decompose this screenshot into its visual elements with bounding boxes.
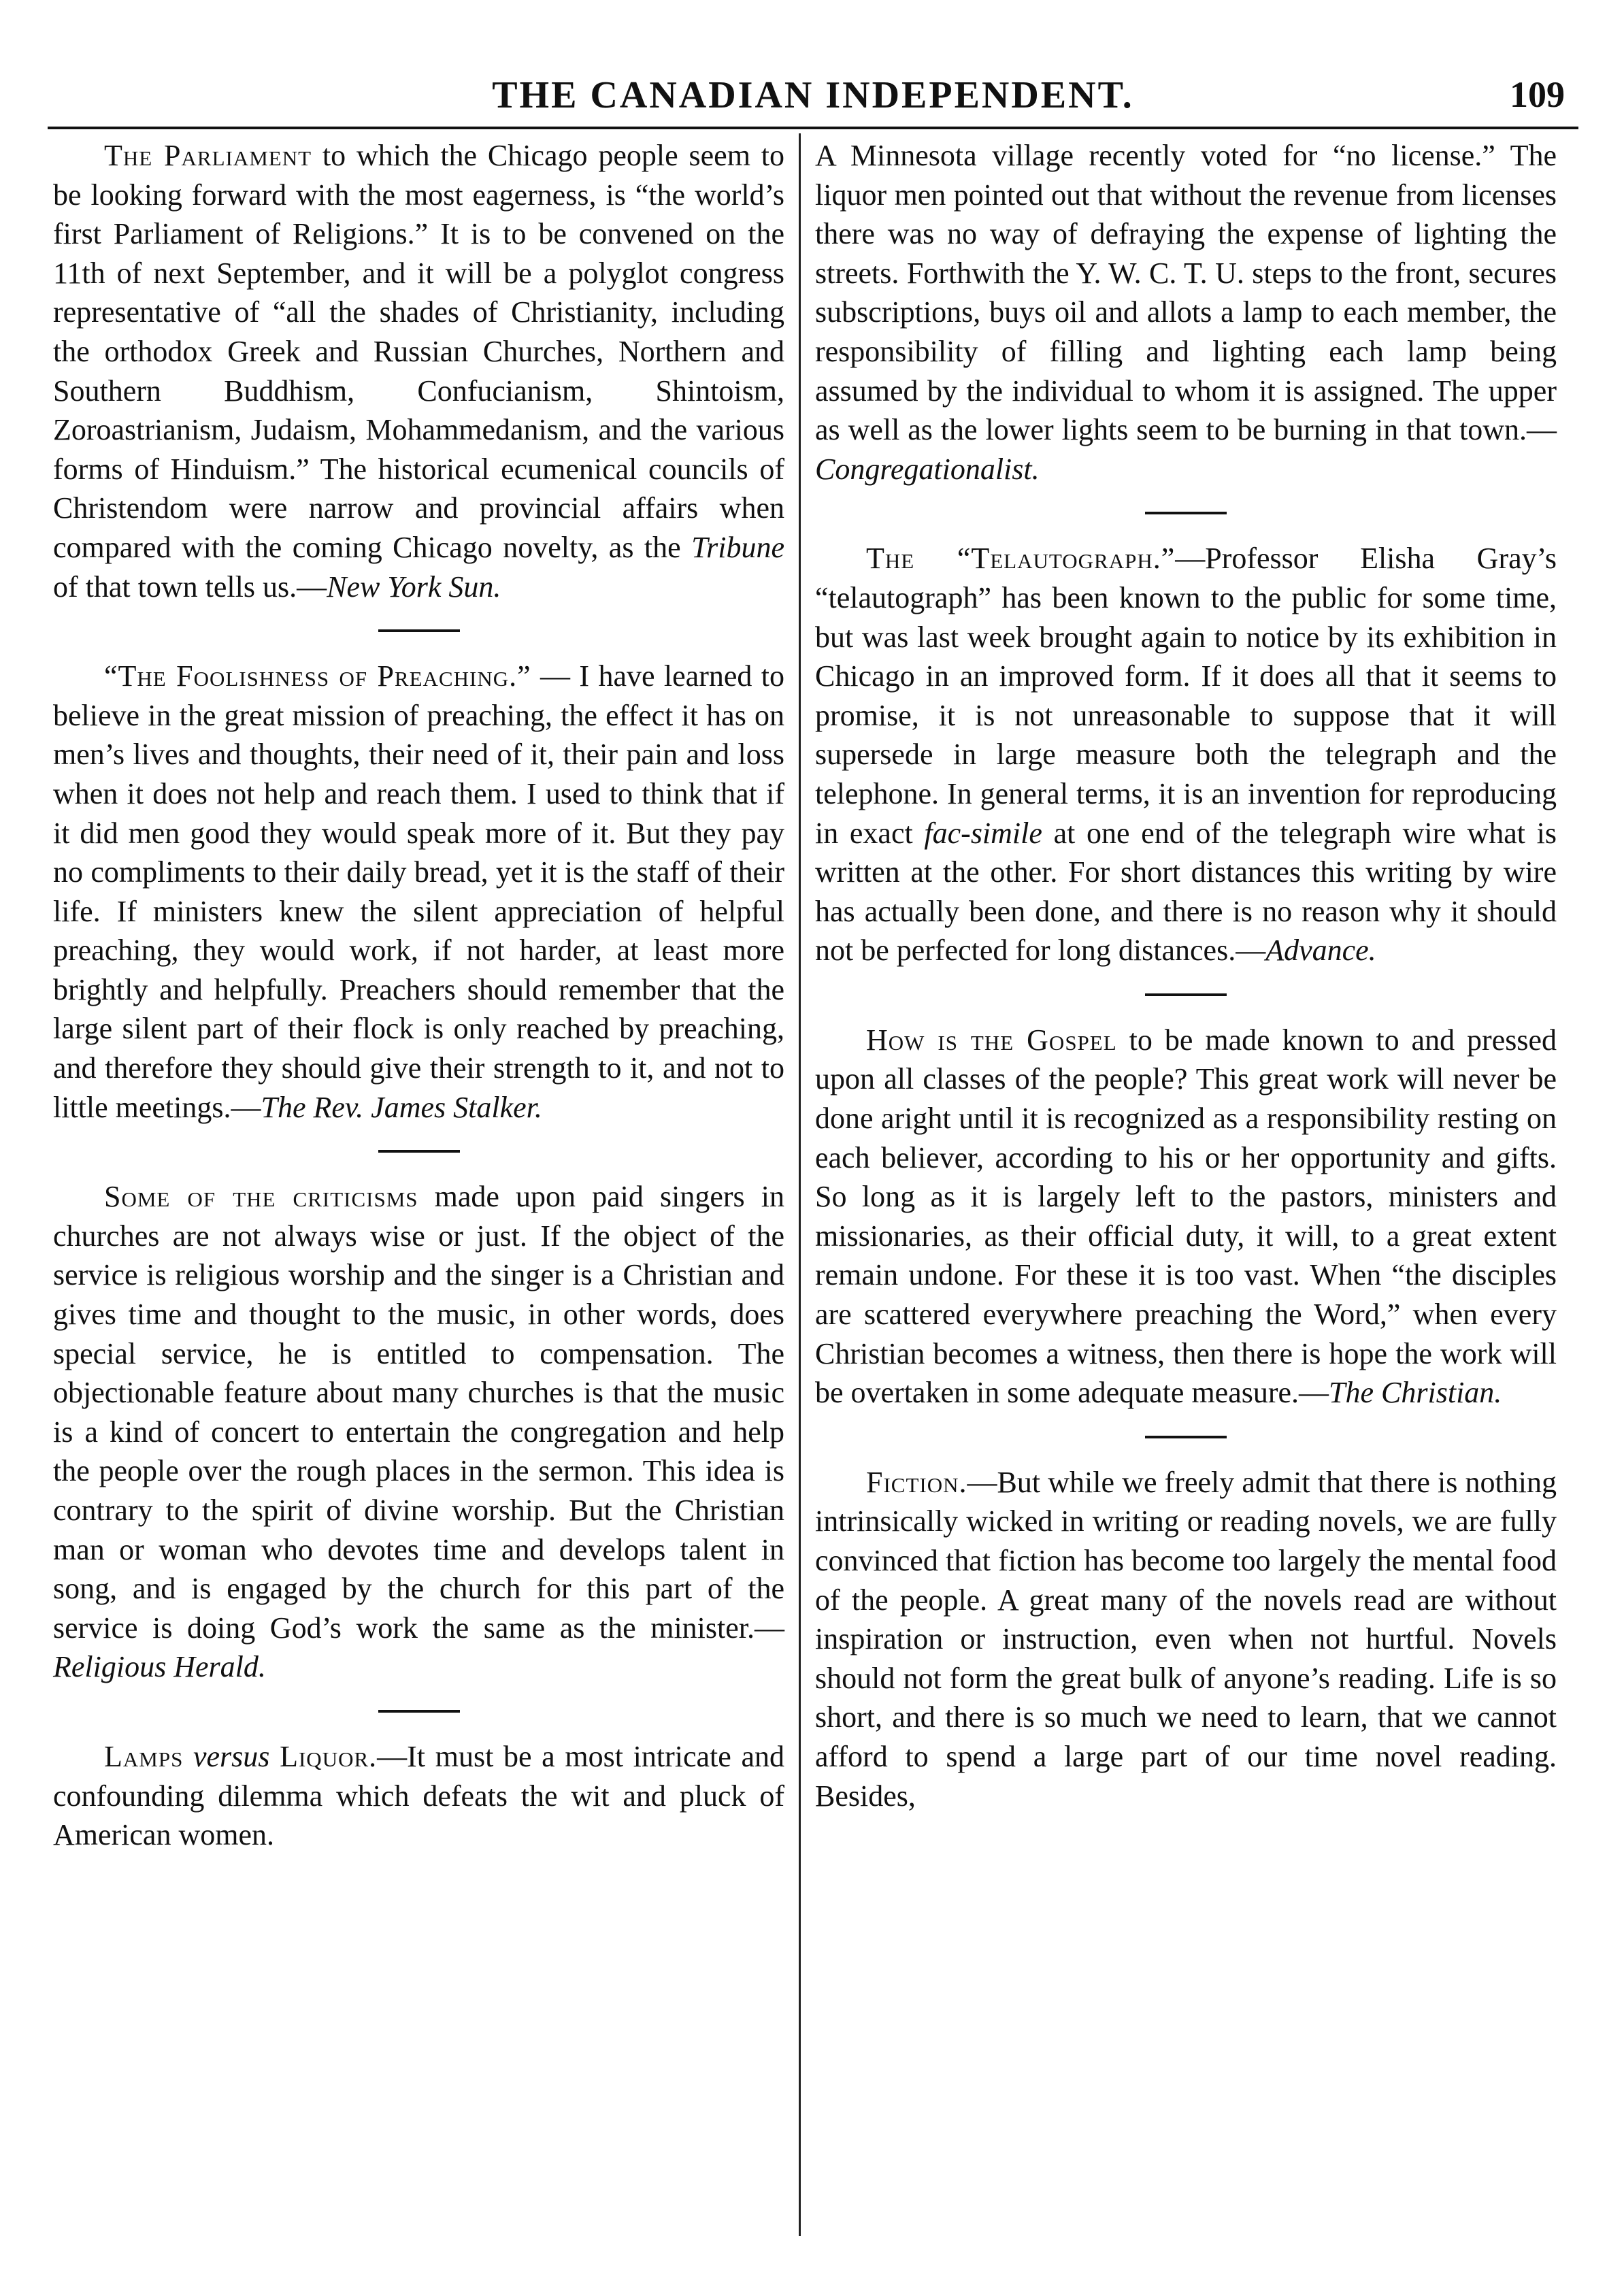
article-text: of that town tells us.— [53,570,327,604]
article-text: — I have learned to believe in the great mission of preaching, the effect it has on men’s lives and thoughts, their need of it, their pain and loss when it does not help and reach them. I used to think that if it did men good they would speak more of it. But they pay no compliments to their daily bread, yet it is the staff of their life. If ministers knew the silent appreciation of helpful preaching, they would work, if not harder, at least more brightly and helpfully. Preachers should remember that the large silent part of their flock is only reached by preaching, and therefore they should give their strength to it, and not to little meetings.— [53,659,784,1124]
section-separator [1145,993,1227,996]
article-source: The Christian. [1329,1376,1502,1410]
article-lead: The “Telautograph.” [866,542,1176,576]
section-separator [378,1150,460,1153]
article-parliament [53,136,784,606]
header-rule [48,127,1578,129]
left-column [53,136,784,1855]
section-separator [378,629,460,632]
article-telautograph [815,539,1557,970]
article-source: Congregationalist. [815,452,1040,486]
page-header [48,73,1578,135]
article-lead: Liquor. [280,1739,378,1773]
article-foolishness [53,657,784,1127]
italic-term: versus [183,1739,280,1773]
article-text: at one end of the telegraph wire what is written at the other. For short distances this writing by wire has actually been done, and there is no reason why it should not be perfected for long distances.— [815,816,1557,968]
italic-term: fac-simile [924,816,1042,850]
article-text: made upon paid singers in churches are not always wise or just. If the object of the service is religious worship and the singer is a Christian and gives time and thought to the music, in other words, does special service, he is entitled to compensation. The objectionable feature about many churches is that the music is a kind of concert to entertain the congregation and help the people over the rough places in the sermon. This idea is contrary to the spirit of divine worship. But the Christian man or woman who devotes time and develops talent in song, and is engaged by the church for this part of the service is doing God’s work the same as the minister.— [53,1180,784,1645]
page-number: 109 [1510,74,1565,115]
article-gospel [815,1021,1557,1413]
article-lead: Lamps [104,1739,184,1773]
article-source: The Rev. James Stalker. [261,1090,542,1124]
article-text: to be made known to and pressed upon all classes of the people? This great work will never be done aright until it is recognized as a responsibility resting on each believer, according to his or her opportunity and gifts. So long as it is largely left to the pastors, ministers and missionaries, as their official duty, it will, to a great extent remain undone. For these it is too vast. When “the disciples are scattered everywhere preaching the Word,” when every Christian becomes a witness, then there is hope the work will be overtaken in some adequate measure.— [815,1023,1557,1410]
italic-term: Tribune [691,530,784,564]
article-source: Religious Herald. [53,1650,266,1684]
article-text: to which the Chicago people seem to be looking forward with the most eagerness, is “the world’s first Parliament of Religions.” It is to be convened on the 11th of next September, and it will be a polyglot congress representative of “all the shades of Christianity, including the orthodox Greek and Russian Churches, Northern and Southern Buddhism, Confucianism, Shintoism, Zoroastrianism, Judaism, Mohammedanism, and the various forms of Hinduism.” The historical ecumenical councils of Christendom were narrow and provincial affairs when compared with the coming Chicago novelty, as the [53,139,784,564]
section-separator [1145,1436,1227,1438]
article-lamps [53,1737,784,1855]
article-text: —But while we freely admit that there is nothing intrinsically wicked in writing or reading novels, we are fully convinced that fiction has become too largely the mental food of the people. A great many of the novels read are without inspiration or instruction, even when not hurtful. Novels should not form the great bulk of anyone’s reading. Life is so short, and there is so much we need to learn, that we cannot afford to spend a large part of our time novel reading. Besides, [815,1465,1557,1813]
article-text: —Professor Elisha Gray’s “telautograph” has been known to the public for some time, but was last week brought again to notice by its exhibition in Chicago in an improved form. If it does all that it seems to promise, it is not unreasonable to suppose that it will supersede in large measure both the telegraph and the telephone. In general terms, it is an invention for reproducing in exact [815,542,1557,850]
right-column [815,136,1557,1815]
article-lamps-continued [815,136,1557,489]
article-lead: The Parliament [104,139,312,172]
article-lead: “The Foolishness of Preaching.” [104,659,531,693]
article-lead: Some of the criticisms [104,1180,418,1214]
section-separator [378,1710,460,1713]
article-source: Advance. [1265,934,1376,968]
article-singers [53,1177,784,1687]
article-text: —It must be a most intricate and confounding dilemma which defeats the wit and pluck of American women. [53,1739,784,1852]
article-lead: Fiction. [866,1465,967,1499]
article-source: New York Sun. [327,570,501,604]
article-fiction [815,1463,1557,1815]
publication-title: THE CANADIAN INDEPENDENT. [492,74,1134,116]
article-lead: How is the Gospel [866,1023,1117,1057]
section-separator [1145,512,1227,514]
column-divider [799,133,801,2236]
article-text: A Minnesota village recently voted for “no license.” The liquor men pointed out that without the revenue from licenses there was no way of defraying the expense of lighting the streets. Forthwith the Y. W. C. T. U. steps to the front, secures subscriptions, buys oil and allots a lamp to each member, the responsibility of filling and lighting each lamp being assumed by the individual to whom it is assigned. The upper as well as the lower lights seem to be burning in that town.— [815,139,1557,447]
